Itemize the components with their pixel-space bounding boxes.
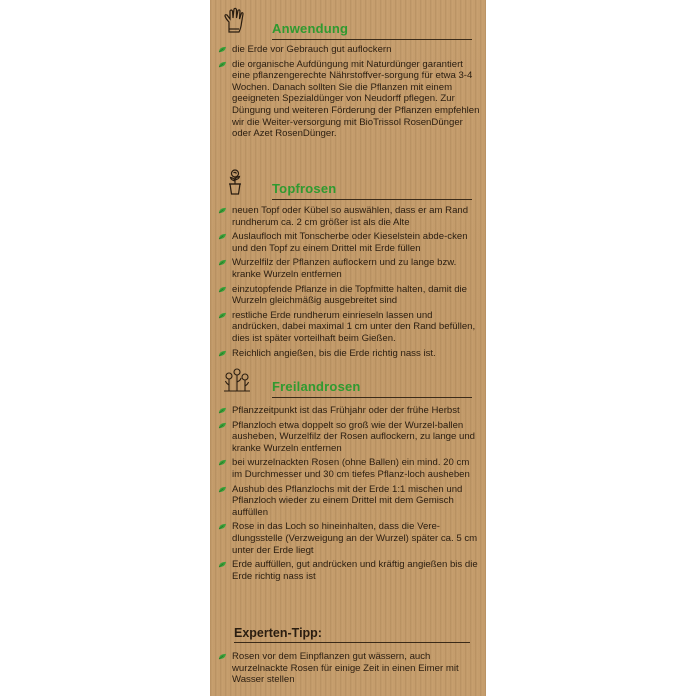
list-item-text: Pflanzloch etwa doppelt so groß wie der Wurzel-ballen ausheben, Wurzelfilz der Rosen auflockern, zu lange und kranke Wurzeln entfernen [232, 419, 476, 454]
leaf-bullet-icon [218, 561, 227, 568]
list-freilandrosen [218, 405, 480, 585]
leaf-bullet-icon [218, 422, 227, 429]
list-item-text: die organische Aufdüngung mit Naturdünger garantiert eine pflanzengerechte Nährstoffver-sorgung für etwa 3-4 Wochen. Danach sollten Sie die Pflanzen mit einem geeigneten Spezialdünger von Neudorff pflegen. Zur Düngung und weiteren Förderung der Pflanzen empfehlen wir die Weiter-versorgung mit BioTrissol RosenDünger oder Azet RosenDünger. [232, 58, 480, 140]
list-item-text: Pflanzzeitpunkt ist das Frühjahr oder der frühe Herbst [232, 405, 460, 416]
list-item [218, 484, 480, 519]
list-item [218, 59, 480, 140]
list-item-text: Auslaufloch mit Tonscherbe oder Kieselstein abde-cken und den Topf zu einem Drittel mit Erde füllen [232, 231, 468, 254]
leaf-bullet-icon [218, 407, 227, 414]
glove-icon [220, 6, 250, 36]
section-title: Topfrosen [272, 181, 337, 196]
list-item [218, 348, 480, 360]
list-item [218, 284, 480, 307]
list-topfrosen [218, 205, 480, 362]
leaf-bullet-icon [218, 233, 227, 240]
section-rule [272, 397, 472, 398]
list-item-text: neuen Topf oder Kübel so auswählen, dass er am Rand rundherum ca. 2 cm größer ist als die Alte [232, 205, 469, 228]
kraft-paper-panel [210, 0, 486, 696]
list-item [218, 257, 480, 280]
expert-tip-title: Experten-Tipp: [234, 626, 322, 640]
leaf-bullet-icon [218, 207, 227, 214]
section-rule [272, 39, 472, 40]
list-item [218, 310, 480, 345]
list-item [218, 420, 480, 455]
leaf-bullet-icon [218, 46, 227, 53]
potted-rose-icon [220, 166, 250, 196]
list-item-text: Aushub des Pflanzlochs mit der Erde 1:1 mischen und Pflanzloch wieder zu einem Drittel mit dem Gemisch auffüllen [232, 483, 463, 518]
list-item [218, 205, 480, 228]
list-item [218, 231, 480, 254]
section-title: Freilandrosen [272, 379, 361, 394]
list-item [218, 405, 480, 417]
list-item-text: Rosen vor dem Einpflanzen gut wässern, auch wurzelnackte Rosen für einige Zeit in einen Eimer mit Wasser stellen [232, 651, 459, 686]
expert-tip-rule [234, 642, 470, 643]
list-item [218, 559, 480, 582]
list-item-text: bei wurzelnackten Rosen (ohne Ballen) ein mind. 20 cm im Durchmesser und 30 cm tiefes Pflanz-loch ausheben [232, 457, 470, 480]
list-anwendung [218, 44, 480, 143]
list-item [218, 44, 480, 56]
list-item-text: Reichlich angießen, bis die Erde richtig nass ist. [232, 347, 436, 359]
garden-roses-icon [220, 364, 254, 394]
leaf-bullet-icon [218, 653, 227, 660]
list-item-text: Rose in das Loch so hineinhalten, dass die Vere-dlungsstelle (Verzweigung an der Wurzel) später ca. 5 cm unter der Erde liegt [232, 521, 478, 556]
section-title: Anwendung [272, 21, 349, 36]
list-item-text: Wurzelfilz der Pflanzen auflockern und zu lange bzw. kranke Wurzeln entfernen [232, 257, 457, 280]
list-item-text: restliche Erde rundherum einrieseln lassen und andrücken, dabei maximal 1 cm unter den Rand befüllen, dies ist später vorteilhaft beim Gießen. [232, 309, 476, 344]
list-item [218, 457, 480, 480]
list-item [218, 521, 480, 556]
leaf-bullet-icon [218, 286, 227, 293]
list-item-text: die Erde vor Gebrauch gut auflockern [232, 44, 392, 55]
section-header-freilandrosen [210, 364, 486, 398]
section-header-topfrosen [210, 166, 486, 200]
section-rule [272, 199, 472, 200]
list-item-text: Erde auffüllen, gut andrücken und kräftig angießen bis die Erde richtig nass ist [232, 559, 478, 582]
section-header-anwendung [210, 6, 486, 40]
leaf-bullet-icon [218, 61, 227, 68]
leaf-bullet-icon [218, 350, 227, 357]
leaf-bullet-icon [218, 259, 227, 266]
leaf-bullet-icon [218, 523, 227, 530]
leaf-bullet-icon [218, 312, 227, 319]
list-expert-tip [218, 651, 480, 689]
leaf-bullet-icon [218, 459, 227, 466]
list-item [218, 651, 480, 686]
list-item-text: einzutopfende Pflanze in die Topfmitte halten, damit die Wurzeln gleichmäßig ausgebreitet sind [232, 283, 468, 307]
leaf-bullet-icon [218, 486, 227, 493]
